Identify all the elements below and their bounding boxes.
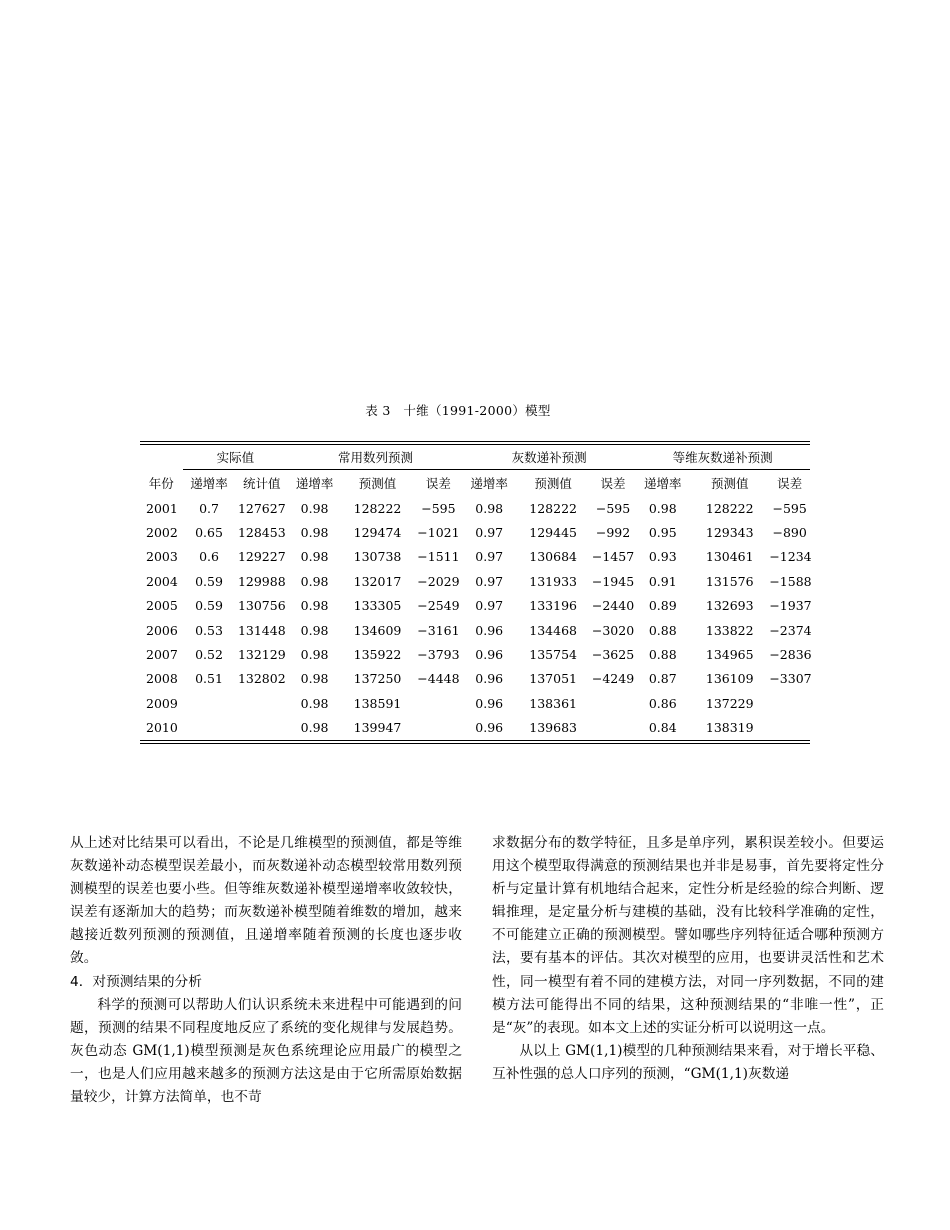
table-cell: 0.53 (195, 622, 223, 638)
table-cell: 0.96 (475, 695, 504, 711)
table-row (140, 545, 810, 569)
column-header: 预测值 (710, 476, 749, 491)
column-header: 预测值 (358, 476, 397, 491)
table-cell: 130738 (353, 549, 402, 565)
table-row (140, 520, 810, 544)
table-cell: −2440 (591, 598, 635, 614)
table-cell: 2006 (146, 622, 178, 638)
table-cell: 0.98 (475, 500, 504, 516)
table-cell: 0.98 (300, 671, 329, 687)
column-header: 递增率 (295, 476, 334, 491)
table-cell: 128222 (705, 500, 754, 516)
table-row (140, 569, 810, 593)
table-bottom-rule (140, 740, 810, 744)
table-cell: −1234 (769, 549, 812, 565)
table-cell: 132017 (353, 573, 402, 589)
table-cell: 0.87 (648, 671, 677, 687)
table-cell: 0.93 (648, 549, 677, 565)
group-header-grey: 灰数递补预测 (463, 445, 636, 470)
column-header: 误差 (777, 476, 803, 491)
table-cell: 131448 (237, 622, 286, 638)
table-cell: 0.96 (475, 647, 504, 663)
table-cell: −1511 (417, 549, 460, 565)
table-cell: 129474 (353, 525, 402, 541)
table-cell: 0.97 (475, 525, 504, 541)
column-header: 递增率 (190, 476, 228, 491)
table-cell: 2002 (146, 525, 178, 541)
table-cell: 129343 (705, 525, 754, 541)
table-cell: −3307 (769, 671, 812, 687)
table-cell: 0.97 (475, 573, 504, 589)
column-header: 误差 (425, 476, 451, 491)
table-cell: −1945 (591, 573, 635, 589)
table-cell: 0.88 (648, 647, 677, 663)
table-cell: 0.98 (648, 500, 677, 516)
table-cell: 132129 (237, 647, 286, 663)
table-cell: 137051 (529, 671, 577, 687)
table-cell: −992 (595, 525, 631, 541)
table-cell: −1021 (417, 525, 460, 541)
table-cell: −1937 (769, 598, 812, 614)
table-row (140, 642, 810, 666)
table-cell: 2003 (146, 549, 178, 565)
table-cell: −2836 (769, 647, 812, 663)
table-cell (414, 691, 463, 715)
table-cell: 0.98 (300, 720, 329, 736)
table-cell: 2010 (146, 720, 178, 736)
table-cell: 132802 (237, 671, 286, 687)
table-cell: 133822 (705, 622, 754, 638)
table-row (140, 667, 810, 691)
column-header: 预测值 (534, 476, 572, 491)
table-cell: 2001 (146, 500, 178, 516)
table-cell: 138591 (353, 695, 402, 711)
table-cell: 0.89 (648, 598, 677, 614)
table-cell (183, 716, 236, 740)
forecast-table (140, 441, 810, 744)
group-header-equidim: 等维灰数递补预测 (635, 445, 810, 470)
table-cell: 0.65 (195, 525, 223, 541)
table-cell: 0.95 (648, 525, 677, 541)
table-cell: 0.98 (300, 525, 329, 541)
table-cell: −2374 (769, 622, 812, 638)
table-cell: 131576 (705, 573, 754, 589)
table-cell: −1457 (591, 549, 635, 565)
table-body (140, 496, 810, 740)
table-cell: 2004 (146, 573, 178, 589)
table-cell: 0.88 (648, 622, 677, 638)
table-cell: 139947 (353, 720, 402, 736)
table-cell: 129988 (237, 573, 286, 589)
table-cell: 130756 (237, 598, 286, 614)
table-cell: 128222 (353, 500, 402, 516)
table-cell: −595 (595, 500, 631, 516)
table-cell: −3793 (417, 647, 460, 663)
table-cell: −3161 (417, 622, 460, 638)
table-cell: −3625 (591, 647, 635, 663)
group-header-common: 常用数列预测 (288, 445, 463, 470)
table-cell: 130461 (705, 549, 754, 565)
right-text-column (492, 832, 884, 1086)
table-cell (769, 691, 810, 715)
table-cell: −2549 (417, 598, 460, 614)
column-header: 误差 (600, 476, 626, 491)
table-cell: 0.97 (475, 549, 504, 565)
table-row (140, 691, 810, 715)
table-cell: 0.6 (199, 549, 219, 565)
table-cell (183, 691, 236, 715)
table-cell: 0.84 (648, 720, 677, 736)
body-paragraph: 从上述对比结果可以看出，不论是几维模型的预测值，都是等维灰数递补动态模型误差最小，而灰数递补动态模型较常用数列预测模型的误差也要小些。但等维灰数递补模型递增率收敛较快，误差有逐渐加大的趋势；而灰数递补模型随着维数的增加，越来越接近数列预测的预测值，且递增率随着预测的长度也逐步收敛。 (70, 835, 462, 967)
table-cell: 0.96 (475, 720, 504, 736)
table-cell: 0.86 (648, 695, 677, 711)
table-cell: 0.96 (475, 622, 504, 638)
table-row (140, 496, 810, 520)
table-cell: 137229 (705, 695, 754, 711)
table-cell: 128453 (237, 525, 286, 541)
left-text-column (70, 832, 462, 1109)
table-cell: −3020 (591, 622, 635, 638)
table-cell: 130684 (529, 549, 577, 565)
table-cell: 0.98 (300, 500, 329, 516)
table-cell: 2009 (146, 695, 178, 711)
table-cell: 135754 (529, 647, 577, 663)
table-cell: 0.52 (195, 647, 223, 663)
group-header-actual: 实际值 (183, 445, 289, 470)
table-cell: 0.98 (300, 598, 329, 614)
table-cell (769, 716, 810, 740)
table-column-header-row (140, 470, 810, 497)
table-cell: 137250 (353, 671, 402, 687)
table-cell (414, 716, 463, 740)
table-cell: 0.59 (195, 573, 223, 589)
table-cell: 0.91 (648, 573, 677, 589)
table-row (140, 594, 810, 618)
table-cell: 0.97 (475, 598, 504, 614)
table-cell (591, 716, 636, 740)
table-row (140, 716, 810, 740)
table-cell: 129445 (529, 525, 577, 541)
table-cell: 136109 (705, 671, 754, 687)
table-cell: 0.98 (300, 647, 329, 663)
table-cell (591, 691, 636, 715)
table-cell: −595 (421, 500, 456, 516)
table-cell (235, 716, 288, 740)
table-cell: 0.51 (195, 671, 223, 687)
column-header: 统计值 (243, 476, 281, 491)
table-cell: 0.98 (300, 573, 329, 589)
table-group-header-row (140, 445, 810, 470)
body-paragraph: 科学的预测可以帮助人们认识系统未来进程中可能遇到的问题，预测的结果不同程度地反应了系统的变化规律与发展趋势。灰色动态 GM(1,1)模型预测是灰色系统理论应用最广的模型之一，也是人们应用越来越多的预测方法这是由于它所需原始数据量较少，计算方法简单，也不苛 (70, 996, 462, 1106)
table-cell: 0.98 (300, 695, 329, 711)
table-caption: 表 3 十维（1991-2000）模型 (365, 403, 551, 418)
table-cell: 0.98 (300, 549, 329, 565)
table-cell: 134468 (529, 622, 577, 638)
table-cell: 128222 (529, 500, 577, 516)
column-header: 年份 (148, 475, 174, 491)
table-cell: 138361 (529, 695, 577, 711)
table-cell: 132693 (705, 598, 754, 614)
table-cell: 0.96 (475, 671, 504, 687)
table-cell: −4249 (591, 671, 635, 687)
table-cell: 2007 (146, 647, 178, 663)
body-paragraph: 从以上 GM(1,1)模型的几种预测结果来看，对于增长平稳、互补性强的总人口序列的预测，“GM(1,1)灰数递 (492, 1042, 884, 1082)
section-heading: 4．对预测结果的分析 (70, 973, 202, 990)
table-cell (235, 691, 288, 715)
table-cell: 0.59 (195, 598, 223, 614)
table-cell: 134965 (705, 647, 754, 663)
table-cell: 133196 (529, 598, 577, 614)
table-cell: 2005 (146, 598, 178, 614)
table-cell: −2029 (417, 573, 460, 589)
table-cell: 138319 (705, 720, 754, 736)
column-header: 递增率 (644, 476, 682, 491)
table-cell: 133305 (353, 598, 402, 614)
table-cell: 2008 (146, 671, 178, 687)
table-cell: −890 (772, 525, 807, 541)
table-cell: 134609 (353, 622, 402, 638)
table-cell: −1588 (769, 573, 812, 589)
table-row (140, 618, 810, 642)
table-cell: −595 (772, 500, 807, 516)
body-paragraph: 求数据分布的数学特征，且多是单序列，累积误差较小。但要运用这个模型取得满意的预测结果也并非是易事，首先要将定性分析与定量计算有机地结合起来，定性分析是经验的综合判断、逻辑推理，是定量分析与建模的基础，没有比较科学准确的定性，不可能建立正确的预测模型。譬如哪些序列特征适合哪种预测方法，要有基本的评估。其次对模型的应用，也要讲灵活性和艺术性，同一模型有着不同的建模方法，对同一序列数据，不同的建模方法可能得出不同的结果，这种预测结果的“非唯一性”，正是“灰”的表现。如本文上述的实证分析可以说明这一点。 (492, 835, 884, 1036)
table-cell: 129227 (237, 549, 286, 565)
table-cell: 135922 (353, 647, 402, 663)
table-cell: −4448 (417, 671, 460, 687)
column-header: 递增率 (470, 476, 508, 491)
table-cell: 139683 (529, 720, 577, 736)
table-cell: 0.98 (300, 622, 329, 638)
table-cell: 127627 (237, 500, 286, 516)
table-cell: 131933 (529, 573, 577, 589)
table-cell: 0.7 (199, 500, 219, 516)
